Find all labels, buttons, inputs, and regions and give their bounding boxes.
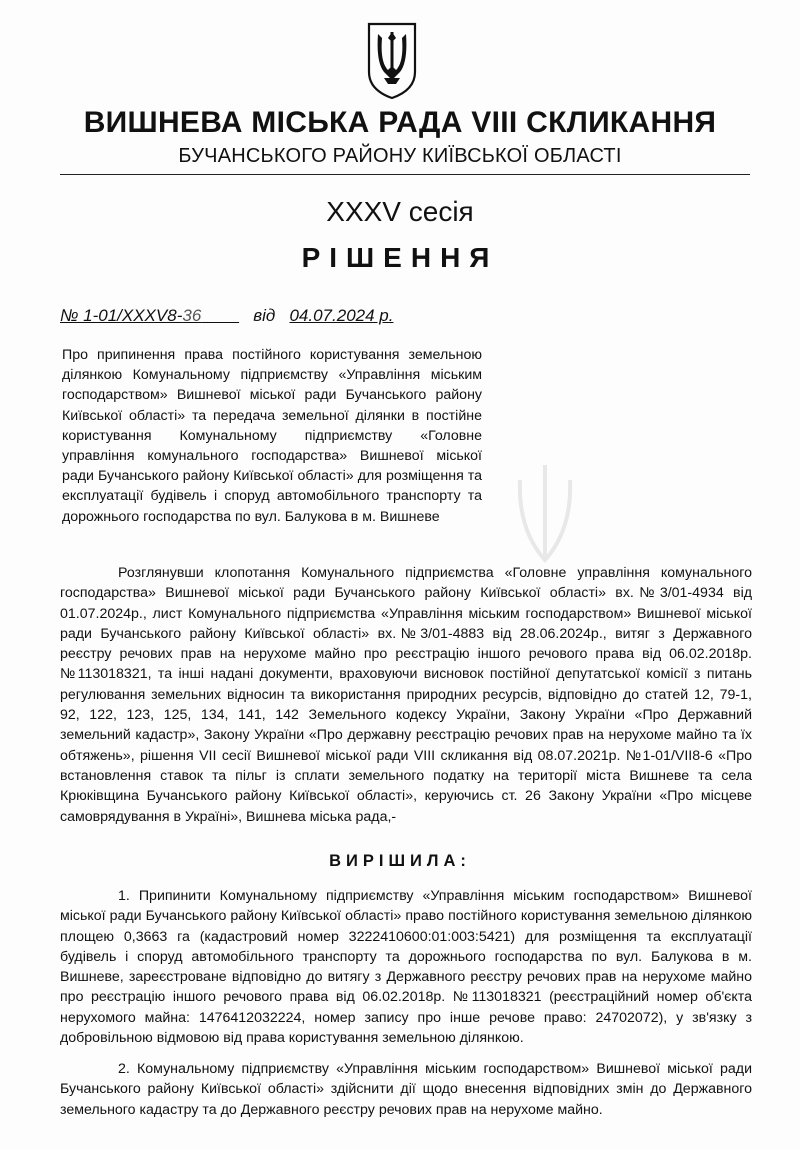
decision-point-2: 2. Комунальному підприємству «Управління міським господарством» Вишневої міської ради Бучанського району Київської області» здійснити дії щодо внесення відповідних змін до Державного земельного кадастру та до Державного реєстру речових прав на нерухоме майно. bbox=[60, 1061, 752, 1118]
resolved-heading: ВИРІШИЛА: bbox=[329, 852, 471, 870]
document-number-line bbox=[60, 306, 393, 326]
seal-stamp-icon bbox=[500, 460, 590, 570]
document-type: РІШЕННЯ bbox=[301, 242, 499, 273]
document-date: 04.07.2024 р. bbox=[289, 306, 394, 325]
date-from-word: від bbox=[253, 306, 276, 325]
handwritten-number: 36 bbox=[182, 306, 202, 325]
district-subtitle: БУЧАНСЬКОГО РАЙОНУ КИЇВСЬКОЇ ОБЛАСТІ bbox=[178, 145, 622, 167]
session-title: XXXV сесія bbox=[326, 196, 474, 227]
decision-subject: Про припинення права постійного користування земельною ділянкою Комунальному підприємству «Управління міським господарством» Вишневої міської ради Бучанського району Київської області» та передача земельної ділянки в постійне користування Комунальному підприємству «Головне управління комунального господарства» Вишневої міської ради Бучанського району Київської області» для розміщення та експлуатації будівель і споруд автомобільного транспорту та дорожнього господарства по вул. Балукова в м. Вишневе bbox=[62, 347, 482, 525]
document-number: № 1-01/XXXV8-36 bbox=[60, 306, 202, 325]
header-divider bbox=[60, 174, 750, 175]
preamble-paragraph: Розглянувши клопотання Комунального підприємства «Головне управління комунального господарства» Вишневої міської ради Бучанського району Київської області» вх.№3/01-4934 від 01.07.2024р., лист Комунального підприємства «Управління міським господарством» Вишневої міської ради Бучанського району Київської області» вх.№3/01-4883 від 28.06.2024р., витяг з Державного реєстру речових прав на нерухоме майно про реєстрацію іншого речового права від 06.02.2018р. №113018321, та інші надані документи, враховуючи висновок постійної депутатської комісії з питань регулювання земельних відносин та використання природних ресурсів, відповідно до статей 12, 79-1, 92, 122, 123, 125, 134, 141, 142 Земельного кодексу України, Закону України «Про Державний земельний кадастр», Закону України «Про державну реєстрацію речових прав на нерухоме майно та їх обтяжень», рішення VII сесії Вишневої міської ради VIII скликання від 08.07.2021р. №1-01/VII8-6 «Про встановлення ставок та пільг із сплати земельного податку на території міста Вишневе та села Крюківщина Бучанського району Київської області», керуючись ст. 26 Закону України «Про місцеве самоврядування в Україні», Вишнева міська рада,- bbox=[60, 565, 752, 825]
trident-emblem-icon bbox=[366, 22, 418, 100]
council-title: ВИШНЕВА МІСЬКА РАДА VIII СКЛИКАННЯ bbox=[83, 106, 717, 139]
decision-point-1: 1. Припинити Комунальному підприємству «Управління міським господарством» Вишневої міської ради Бучанського району Київської області» право постійного користування земельною ділянкою площею 0,3663 га (кадастровий номер 3222410600:01:003:5421) для розміщення та експлуатації будівель і споруд автомобільного транспорту та дорожнього господарства по вул. Балукова в м. Вишневе, зареєстроване відповідно до витягу з Державного реєстру речових прав на нерухоме майно про реєстрацію іншого речового права від 06.02.2018р. №113018321 (реєстраційний номер об'єкта нерухомого майна: 1476412032224, номер запису про інше речове право: 24702072), у зв'язку з добровільною відмовою від права користування земельною ділянкою. bbox=[60, 888, 752, 1047]
